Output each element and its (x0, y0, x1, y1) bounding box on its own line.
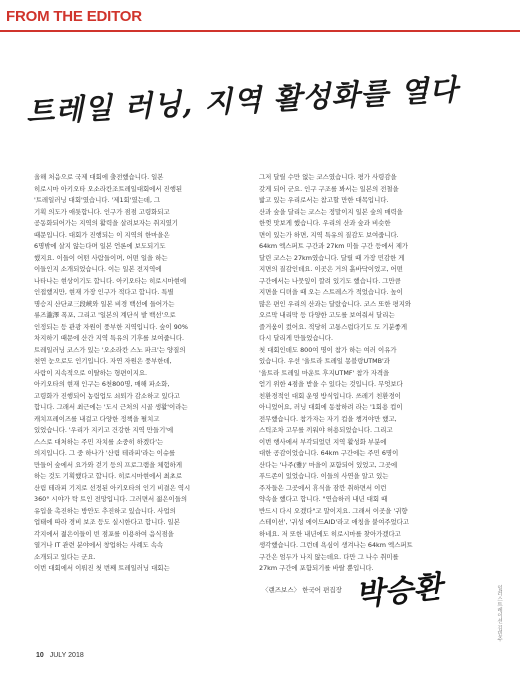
body-line: 만들어 숲에서 요가와 걷기 등의 프로그램을 체험하게 (34, 460, 183, 469)
body-line: 하네요. 저 또한 내년에도 히로시마를 찾아가겠다고 (259, 529, 401, 538)
header-rule (0, 30, 520, 32)
body-line: 기획 의도가 애틋합니다. 인구가 점점 고령화되고 (34, 207, 170, 216)
body-line: 친환경적인 대회 운영 방식입니다. 쓰레기 친환경이 (259, 391, 401, 400)
body-line: 류즈瀧澤 폭포, 그리고 '일본의 계단식 밭 백선'으로 (34, 311, 176, 319)
body-line: 했지요. 이들이 어떤 사람들이며, 어떤 일을 하는 (34, 253, 168, 262)
body-line: 각지에서 젊은이들이 빈 점포를 이용하여 음식점을 (34, 529, 174, 538)
body-line: 360° 시야가 탁 트인 전망입니다. 그러면서 젊은이들의 (34, 495, 188, 503)
body-line: 다시 달리게 만들었습니다. (259, 334, 334, 342)
body-line: 인접했지만, 현재 가장 인구가 적다고 합니다. 특별 (34, 288, 174, 296)
body-line: 사람이 지속적으로 이탈하는 형편이지요. (34, 368, 148, 377)
page-footer (36, 652, 84, 659)
body-line: 지면의 질감인데요. 이곳은 거의 흙바닥이었고, 어떤 (259, 265, 403, 273)
body-line: 히로시마 아키오타 오소라칸조트레일대회에서 진행된 (34, 184, 183, 193)
body-column-left (34, 172, 247, 575)
body-line: 소개되고 있다는 군요. (34, 552, 96, 561)
body-line: 이번 대회에서 이뤄진 첫 번째 트레일러닝 대회는 (34, 564, 170, 572)
body-line: 밟고 있는 우리로서는 참고할 만한 대목입니다. (259, 196, 389, 204)
body-line: 스테이션', '귀성 에이드AID'라고 애칭을 붙여주었다고 (259, 518, 410, 526)
body-line: 지면을 디뎌을 때 오는 스트레스가 적었습니다. 높이 (259, 288, 403, 296)
body-line: 유입을 촉진하는 방안도 추진하고 있습니다. 사업의 (34, 506, 176, 515)
body-line: 스스로 대처하는 주민 자치를 소중히 하겠다'는 (34, 437, 164, 446)
side-credit: 일러스트레이션 김민주 (496, 585, 502, 642)
body-line: 아니었어요, 러닝 대회에 동참하려 라는 '1회용 컵이 (259, 403, 403, 411)
body-line: 생각했습니다. 그런데 욕심이 생겨나는 64km 엑스퍼트 (259, 541, 413, 549)
body-line: 얻기 위한 4점을 받을 수 있다는 것입니다. 무엇보다 (259, 380, 403, 388)
body-line: 주자들은 그곳에서 휴식을 잠깐 취하면서 이런 (259, 483, 387, 492)
editor-credit: 〈랜즈보스〉 한국어 편집장 (262, 586, 342, 594)
body-line: 전무했습니다. 참가자는 자기 컵을 챙겨야만 했고, (259, 414, 397, 423)
body-line: 푸드존이 있었습니다. 이들의 사연을 알고 있는 (259, 472, 389, 480)
section-header: FROM THE EDITOR (6, 8, 142, 25)
body-line: 대한 공감이었습니다. 64km 구간에는 주민 6명이 (259, 449, 399, 457)
body-line: 있었습니다. '우리가 지키고 건강한 지역 만들기'에 (34, 426, 174, 434)
issue-date: JULY 2018 (49, 652, 84, 659)
body-line: 면이 있는가 하면, 지역 특유의 질감도 보여줍니다. (259, 230, 399, 239)
headline: 트레일 러닝, 지역 활성화를 열다 (25, 72, 460, 129)
body-line: 있습니다. 우선 '울트라 트레일 몽블랑UTMB'과 (259, 357, 390, 365)
body-column-right (259, 172, 479, 575)
body-line: 27km 구간에 포함되기를 바랄 뿐입니다. (259, 564, 374, 572)
body-line: 달린 코스는 27km였습니다. 달릴 때 가장 민감한 게 (259, 253, 405, 262)
body-line: 산다는 '나주(雅)' 마을이 포함되어 있었고, 그곳에 (259, 460, 398, 469)
body-line: 캐치프레이즈를 내걸고 다양한 정책을 펼치고 (34, 414, 160, 423)
page-number: 10 (36, 652, 44, 659)
body-line: 차지하기 때문에 산간 지역 특유의 기후를 보여줍니다. (34, 334, 185, 342)
body-line: 이들인지 소개되었습니다. 이는 일본 전지역에 (34, 265, 162, 273)
body-line: 산과 숲을 달리는 코스는 정말이지 일본 숲의 매력을 (259, 207, 403, 216)
body-line: 하는 것도 기획했다고 합니다. 히로시마현에서 최초로 (34, 472, 183, 480)
body-line: '울트라 트레일 마운트 후지UTMF' 참가 자격을 (259, 368, 390, 377)
body-line: 산림 테라피 기지로 선정된 아키오타의 인기 비결은 역시 (34, 483, 191, 492)
body-line: 그저 달릴 수만 없는 코스였습니다. 평가 사령감을 (259, 173, 397, 181)
editor-signature: 박승환 (353, 569, 444, 614)
body-line: 구간은 엄두가 나지 않는데요. 다만 그 나수 취미를 (259, 552, 399, 561)
body-line: 공동화되어가는 지역의 활력을 살려보자는 취지였기 (34, 219, 178, 227)
body-line: 인정되는 등 관광 자원이 풍부한 지역입니다. 숲이 90% (34, 322, 188, 331)
body-line: 천연 눈으로도 인기입니다. 자연 자원은 풍부한데, (34, 357, 172, 365)
body-line: 나타나는 현상이기도 합니다. 아키오타는 히로시마현에 (34, 276, 187, 285)
body-line: 아키오타의 현재 인구는 6천800명, 매해 파소화, (34, 380, 170, 388)
body-line: 오르막 내리막 등 다양한 고도를 보여줘서 달리는 (259, 311, 395, 319)
body-line: '트레일러닝 대회'였습니다. '제1회'였는데, 그 (34, 196, 161, 204)
body-line: 64km 엑스퍼트 구간과 27km 미들 구간 등에서 제가 (259, 242, 409, 250)
body-line: 열거나 IT 관련 분야에서 창업하는 사례도 속속 (34, 541, 164, 549)
body-line: 트레일러닝 코스가 있는 '오소라칸 스노 파크'는 양질의 (34, 345, 186, 354)
body-line: 스틱조차 고무를 끼워야 허용되었습니다. 그리고 (259, 426, 393, 434)
body-line: 올해 처음으로 국제 대회에 출전했습니다. 일본 (34, 173, 164, 181)
body-line: 이번 행사에서 부각되었던 지역 활성화 부분에 (259, 437, 387, 446)
body-line: 반드시 다시 오겠다"고 말이지요. 그래서 이곳을 '귀향 (259, 506, 408, 515)
body-line: 많은 편인 우리의 산과는 달랐습니다. 코스 또한 평지와 (259, 299, 412, 308)
body-line: 6명밖에 살지 않는다며 일본 언론에 보도되기도 (34, 242, 166, 250)
body-line: 갖게 되어 군요. 인구 구조를 봐서는 일본의 전철을 (259, 184, 399, 193)
body-line: 즐거움이 컸어요. 적당히 고통스럽다기도 도 기분좋게 (259, 322, 408, 331)
body-line: 때문입니다. 대회가 진행되는 이 지역의 한마을은 (34, 230, 170, 239)
body-line: 업태에 따라 경비 보조 등도 실시한다고 합니다. 일본 (34, 518, 180, 526)
body-line: 약속을 했다고 합니다. "연습하러 내년 대회 때 (259, 495, 388, 503)
body-line: 구간에서는 나뭇잎이 깔려 있기도 했습니다. 그만큼 (259, 276, 401, 285)
body-line: 한껏 맛보게 했습니다. 우리의 산과 숲과 비슷한 (259, 219, 391, 227)
body-line: 명승지 산단쿄三段峽와 일본 비경 백선에 들어가는 (34, 299, 175, 308)
body-line: 의지입니다. 그 중 하나가 '산림 테라피'라는 이슈를 (34, 449, 176, 457)
body-line: 고령화가 진행되어 농림업도 쇠퇴가 감소하고 있다고 (34, 391, 180, 400)
body-line: 합니다. 그래서 최근에는 '도시 근처의 시골 생활'이라는 (34, 403, 188, 411)
body-line: 첫 대회인데도 800여 명이 참가 하는 여러 이유가 (259, 345, 397, 354)
